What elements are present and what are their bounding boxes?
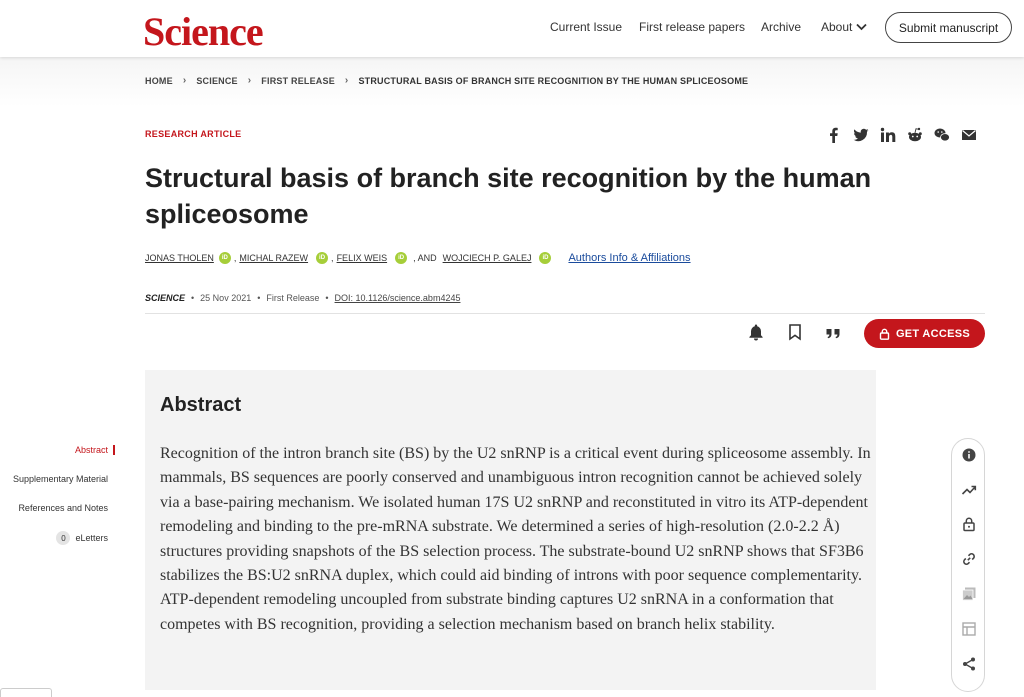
share-bar bbox=[826, 127, 977, 143]
bell-icon[interactable] bbox=[747, 323, 765, 341]
science-logo[interactable]: Science bbox=[143, 9, 263, 54]
chevron-right-icon: › bbox=[182, 75, 187, 86]
abstract-section bbox=[145, 370, 876, 690]
facebook-icon[interactable] bbox=[826, 127, 842, 143]
publication-date: 25 Nov 2021 bbox=[200, 293, 252, 303]
toc-abstract[interactable] bbox=[75, 445, 115, 455]
site-header bbox=[0, 0, 1024, 57]
get-access-button[interactable] bbox=[864, 319, 985, 348]
breadcrumb-first-release[interactable]: FIRST RELEASE bbox=[261, 75, 335, 86]
chevron-right-icon: › bbox=[247, 75, 252, 86]
trending-icon[interactable] bbox=[960, 481, 978, 499]
article-type: RESEARCH ARTICLE bbox=[145, 129, 242, 139]
author-link[interactable]: FELIX WEIS bbox=[336, 253, 388, 263]
author-link[interactable]: MICHAL RAZEW bbox=[239, 253, 309, 263]
breadcrumb-science[interactable]: SCIENCE bbox=[196, 75, 238, 86]
nav-first-release[interactable]: First release papers bbox=[639, 20, 746, 34]
nav-current-issue[interactable]: Current Issue bbox=[550, 20, 623, 34]
toc-references[interactable]: References and Notes bbox=[18, 503, 108, 513]
author-link[interactable]: JONAS THOLEN bbox=[145, 253, 214, 263]
abstract-text: Recognition of the intron branch site (BS) by the U2 snRNP is a critical event during spliceosome assembly. In mammals, BS sequences are poorly conserved and unambiguous intron recognition cannot be achieved solely via a base-pairing mechanism. We isolated human 17S U2 snRNP and reconstituted in vitro its ATP-dependent remodeling and binding to the pre-mRNA substrate. We determined a series of high-resolution (2.0-2.2 Å) structures providing snapshots of the BS selection process. The substrate-bound U2 snRNP shows that SF3B6 stabilizes the BS:U2 snRNA duplex, which could aid binding of introns with poor sequence complementarity. ATP-dependent remodeling uncoupled from substrate binding captures U2 snRNA in a conformation that competes with BS recognition, providing a selection mechanism based on branch helix stability. bbox=[160, 445, 871, 633]
linkedin-icon[interactable] bbox=[880, 127, 896, 143]
email-icon[interactable] bbox=[961, 127, 977, 143]
article-meta bbox=[145, 293, 460, 303]
meta-separator: • bbox=[191, 293, 195, 303]
author-separator: , AND bbox=[413, 253, 437, 263]
bottom-left-tab[interactable] bbox=[0, 688, 52, 697]
lock-icon bbox=[879, 328, 890, 340]
meta-separator: • bbox=[325, 293, 329, 303]
tool-rail bbox=[951, 438, 985, 692]
link-icon[interactable] bbox=[960, 550, 978, 568]
divider bbox=[145, 313, 985, 314]
nav-archive[interactable]: Archive bbox=[761, 20, 802, 34]
table-icon[interactable] bbox=[960, 620, 978, 638]
toc-abstract-label: Abstract bbox=[74, 445, 108, 455]
author-link[interactable]: WOJCIECH P. GALEJ bbox=[442, 253, 532, 263]
info-icon[interactable] bbox=[960, 446, 978, 464]
twitter-icon[interactable] bbox=[853, 127, 869, 143]
submit-manuscript-button[interactable]: Submit manuscript bbox=[885, 12, 1012, 43]
quote-icon[interactable] bbox=[824, 323, 842, 341]
images-icon[interactable] bbox=[960, 585, 978, 603]
toc-supplementary[interactable]: Supplementary Material bbox=[12, 474, 108, 484]
toc-eletters-label: eLetters bbox=[75, 533, 108, 543]
wechat-icon[interactable] bbox=[934, 127, 950, 143]
orcid-icon[interactable]: iD bbox=[539, 252, 551, 264]
breadcrumb-home[interactable]: HOME bbox=[145, 75, 173, 86]
active-indicator bbox=[113, 445, 115, 455]
share-icon[interactable] bbox=[960, 655, 978, 673]
reddit-icon[interactable] bbox=[907, 127, 923, 143]
article-title: Structural basis of branch site recognition by the human spliceosome bbox=[145, 163, 872, 229]
abstract-heading: Abstract bbox=[160, 394, 242, 416]
breadcrumb-current: STRUCTURAL BASIS OF BRANCH SITE RECOGNITION BY THE HUMAN SPLICEOSOME bbox=[358, 75, 749, 86]
orcid-icon[interactable]: iD bbox=[219, 252, 231, 264]
toc-eletters[interactable] bbox=[56, 531, 108, 545]
publication-status: First Release bbox=[266, 293, 320, 303]
chevron-right-icon: › bbox=[344, 75, 349, 86]
meta-separator: • bbox=[257, 293, 261, 303]
nav-about[interactable] bbox=[821, 20, 867, 34]
author-list bbox=[145, 252, 691, 264]
nav-about-label: About bbox=[821, 20, 853, 34]
breadcrumb bbox=[145, 75, 748, 86]
journal-name: SCIENCE bbox=[145, 293, 186, 303]
doi-link[interactable]: DOI: 10.1126/science.abm4245 bbox=[334, 293, 461, 303]
chevron-down-icon bbox=[856, 23, 867, 31]
orcid-icon[interactable]: iD bbox=[395, 252, 407, 264]
orcid-icon[interactable]: iD bbox=[316, 252, 328, 264]
eletters-count: 0 bbox=[56, 531, 70, 545]
authors-affiliations-link[interactable]: Authors Info & Affiliations bbox=[568, 252, 691, 264]
bookmark-icon[interactable] bbox=[786, 323, 804, 341]
author-separator: , bbox=[233, 253, 237, 263]
lock-icon[interactable] bbox=[960, 515, 978, 533]
get-access-label: GET ACCESS bbox=[895, 327, 971, 340]
author-separator: , bbox=[331, 253, 334, 263]
